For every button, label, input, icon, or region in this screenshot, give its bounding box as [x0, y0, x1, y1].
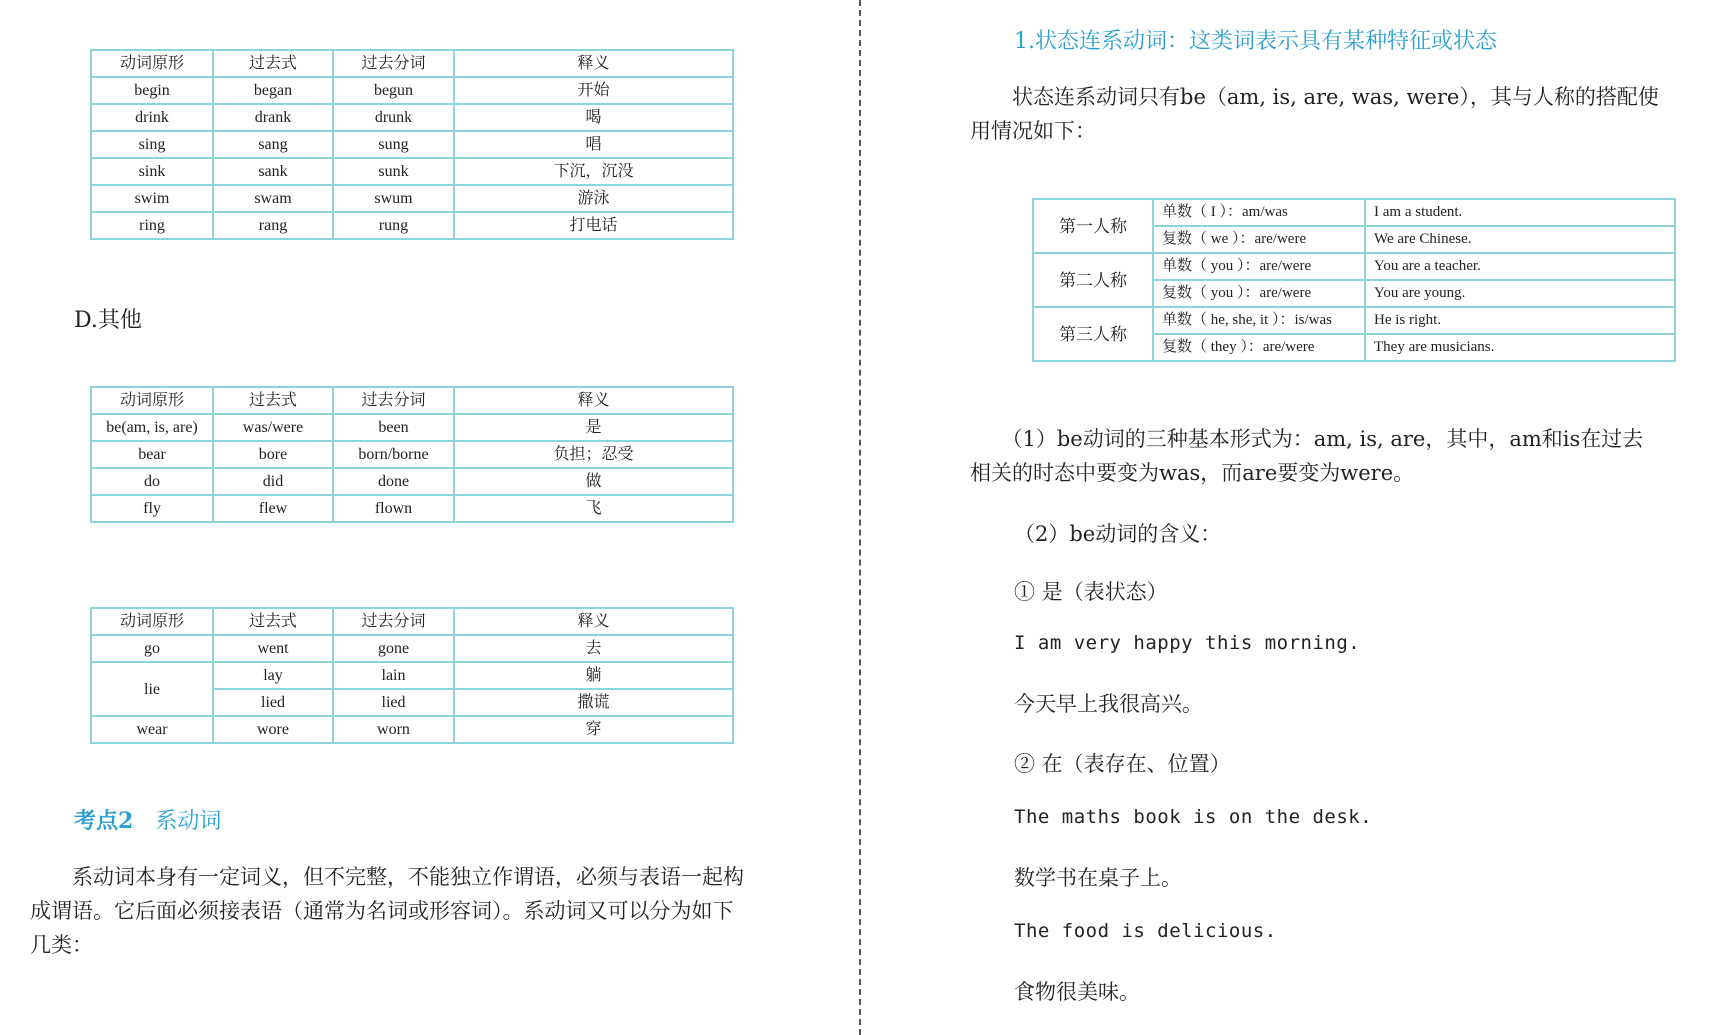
example-cell: You are young.	[1365, 280, 1675, 307]
table-cell: sunk	[333, 158, 454, 185]
table-cell: 唱	[454, 131, 733, 158]
table-cell: 打电话	[454, 212, 733, 239]
form-cell: 单数（ you ）：are/were	[1153, 253, 1365, 280]
table-cell: fly	[91, 495, 213, 522]
table-cell: 飞	[454, 495, 733, 522]
linking-verb-paragraph: 系动词本身有一定词义，但不完整，不能独立作谓语，必须与表语一起构成谓语。它后面必须接表语（通常为名词或形容词）。系动词又可以分为如下几类：	[30, 865, 744, 957]
table-cell: swum	[333, 185, 454, 212]
example-sentence-1: I am very happy this morning.	[1014, 632, 1361, 654]
form-cell: 复数（ we ）：are/were	[1153, 226, 1365, 253]
table-cell: lied	[333, 689, 454, 716]
example-sentence-3: The food is delicious.	[1014, 920, 1277, 942]
person-cell: 第一人称	[1033, 199, 1153, 253]
section-heading-kaodian	[74, 804, 221, 835]
table-cell: sang	[213, 131, 333, 158]
table-row	[91, 212, 733, 239]
right-page	[862, 0, 1711, 1035]
table-row	[91, 441, 733, 468]
table-header-row	[91, 50, 733, 77]
form-cell: 单数（ he, she, it ）：is/was	[1153, 307, 1365, 334]
table-cell: lied	[213, 689, 333, 716]
table-cell: begun	[333, 77, 454, 104]
example-cell: They are musicians.	[1365, 334, 1675, 361]
table-row	[91, 131, 733, 158]
table-cell: went	[213, 635, 333, 662]
table-cell: wear	[91, 716, 213, 743]
table-cell: began	[213, 77, 333, 104]
table-cell: drink	[91, 104, 213, 131]
table-cell: 游泳	[454, 185, 733, 212]
irregular-verb-table-2	[90, 386, 734, 523]
table-cell: swam	[213, 185, 333, 212]
intro-paragraph: 状态连系动词只有be（am, is, are, was, were），其与人称的搭配使用情况如下：	[970, 85, 1659, 143]
table-row	[1033, 307, 1675, 334]
table-cell: bore	[213, 441, 333, 468]
table-cell: sung	[333, 131, 454, 158]
table-cell: 喝	[454, 104, 733, 131]
table-row	[91, 662, 733, 689]
table-row	[91, 414, 733, 441]
section-title: 1.状态连系动词：这类词表示具有某种特征或状态	[1014, 29, 1497, 54]
translation-2: 数学书在桌子上。	[1014, 866, 1182, 890]
table-row	[1033, 253, 1675, 280]
table-row	[91, 77, 733, 104]
example-cell: He is right.	[1365, 307, 1675, 334]
table-cell: done	[333, 468, 454, 495]
header-cell: 过去分词	[333, 50, 454, 77]
table-cell: 开始	[454, 77, 733, 104]
table-header-row	[91, 387, 733, 414]
kaodian-label: 考点2	[74, 808, 134, 834]
table-row	[91, 158, 733, 185]
irregular-verb-table-3	[90, 607, 734, 744]
example-cell: You are a teacher.	[1365, 253, 1675, 280]
form-cell: 复数（ you ）：are/were	[1153, 280, 1365, 307]
form-cell: 复数（ they ）：are/were	[1153, 334, 1365, 361]
table-cell: 穿	[454, 716, 733, 743]
table-cell: lain	[333, 662, 454, 689]
table-cell: 负担；忍受	[454, 441, 733, 468]
table-cell: do	[91, 468, 213, 495]
table-cell: 是	[454, 414, 733, 441]
table-cell: drunk	[333, 104, 454, 131]
table-cell: gone	[333, 635, 454, 662]
example-cell: I am a student.	[1365, 199, 1675, 226]
sense-1: ① 是（表状态）	[1014, 580, 1168, 604]
be-person-table	[1032, 198, 1676, 362]
section-heading-d: D.其他	[74, 308, 142, 333]
table-cell: sing	[91, 131, 213, 158]
header-cell: 动词原形	[91, 50, 213, 77]
table-row	[1033, 199, 1675, 226]
header-cell: 过去分词	[333, 608, 454, 635]
table-cell: wore	[213, 716, 333, 743]
table-cell: worn	[333, 716, 454, 743]
table-cell: begin	[91, 77, 213, 104]
be-forms-paragraph: （1）be动词的三种基本形式为：am, is, are，其中，am和is在过去相关的时态中要变为was，而are要变为were。	[970, 427, 1644, 485]
table-cell: swim	[91, 185, 213, 212]
table-cell: drank	[213, 104, 333, 131]
table-cell: bear	[91, 441, 213, 468]
sense-2: ② 在（表存在、位置）	[1014, 752, 1231, 776]
header-cell: 过去式	[213, 608, 333, 635]
translation-3: 食物很美味。	[1014, 980, 1140, 1004]
table-cell: be(am, is, are)	[91, 414, 213, 441]
table-cell: sink	[91, 158, 213, 185]
table-cell: rung	[333, 212, 454, 239]
table-row	[91, 185, 733, 212]
table-row	[91, 468, 733, 495]
table-cell: 去	[454, 635, 733, 662]
irregular-verb-table-1	[90, 49, 734, 240]
header-cell: 过去分词	[333, 387, 454, 414]
table-cell: lay	[213, 662, 333, 689]
person-cell: 第三人称	[1033, 307, 1153, 361]
be-meaning-heading: （2）be动词的含义：	[1014, 522, 1222, 546]
table-header-row	[91, 608, 733, 635]
table-cell: ring	[91, 212, 213, 239]
table-cell: go	[91, 635, 213, 662]
page-divider	[859, 0, 861, 1035]
example-cell: We are Chinese.	[1365, 226, 1675, 253]
table-row	[91, 104, 733, 131]
table-cell-merged: lie	[91, 662, 213, 716]
table-row	[91, 495, 733, 522]
form-cell: 单数（ I ）：am/was	[1153, 199, 1365, 226]
table-cell: 撒谎	[454, 689, 733, 716]
translation-1: 今天早上我很高兴。	[1014, 692, 1203, 716]
table-cell: flown	[333, 495, 454, 522]
table-cell: 下沉，沉没	[454, 158, 733, 185]
table-cell: was/were	[213, 414, 333, 441]
table-row	[91, 635, 733, 662]
header-cell: 动词原形	[91, 387, 213, 414]
header-cell: 过去式	[213, 387, 333, 414]
table-cell: 躺	[454, 662, 733, 689]
person-cell: 第二人称	[1033, 253, 1153, 307]
table-cell: been	[333, 414, 454, 441]
header-cell: 释义	[454, 387, 733, 414]
table-cell: born/borne	[333, 441, 454, 468]
table-cell: 做	[454, 468, 733, 495]
header-cell: 释义	[454, 50, 733, 77]
header-cell: 释义	[454, 608, 733, 635]
table-cell: flew	[213, 495, 333, 522]
example-sentence-2: The maths book is on the desk.	[1014, 806, 1373, 828]
header-cell: 过去式	[213, 50, 333, 77]
table-cell: did	[213, 468, 333, 495]
table-cell: rang	[213, 212, 333, 239]
kaodian-title: 系动词	[155, 809, 222, 834]
header-cell: 动词原形	[91, 608, 213, 635]
table-row	[91, 716, 733, 743]
table-cell: sank	[213, 158, 333, 185]
